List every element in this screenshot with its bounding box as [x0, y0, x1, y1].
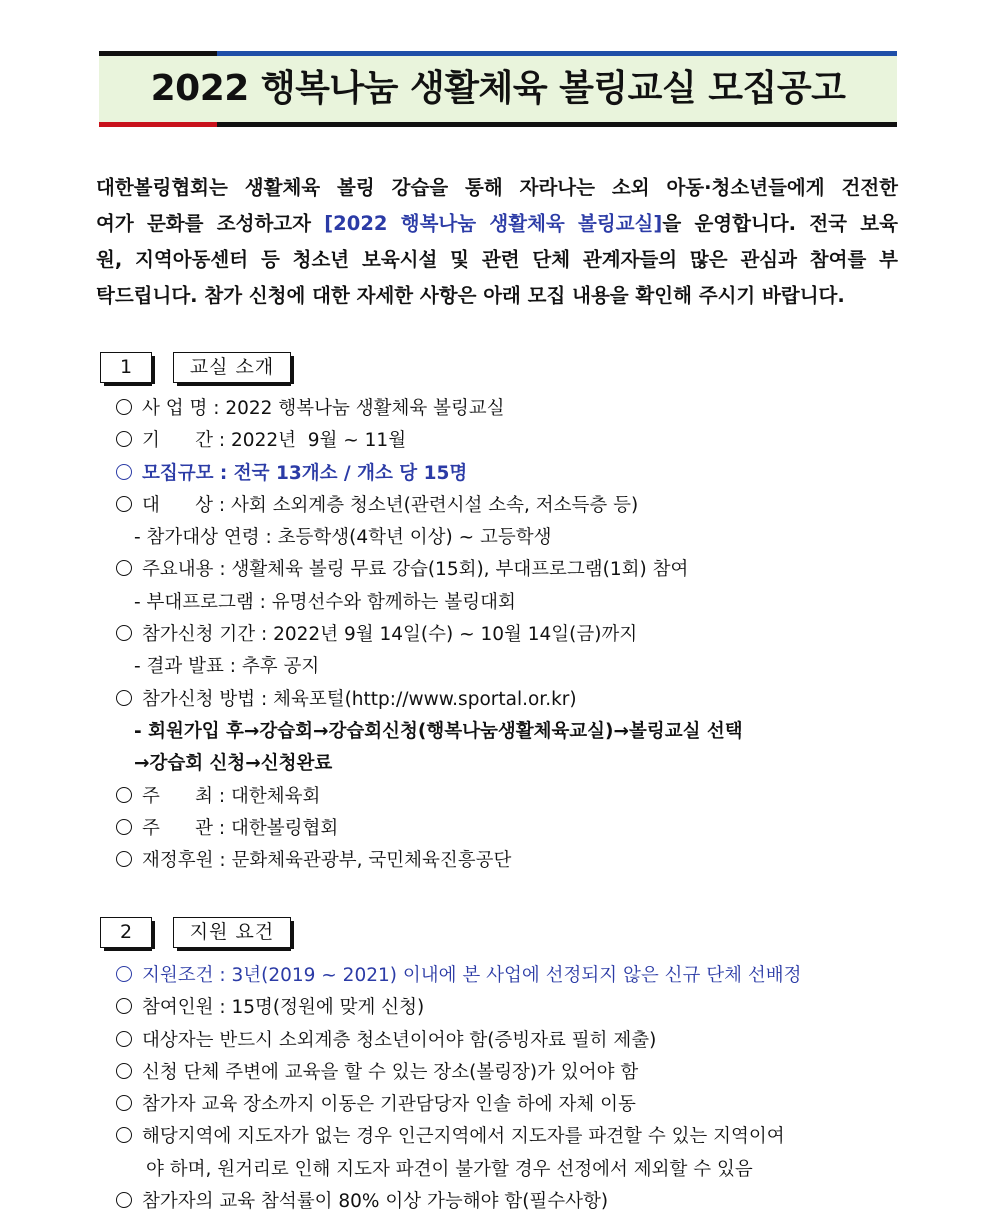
item-value: 2022년 9월 14일(수) ~ 10월 14일(금)까지	[273, 624, 638, 646]
list-item-main-content: 주요내용 : 생활체육 볼링 무료 강습(15회), 부대프로그램(1회) 참여	[116, 554, 906, 586]
intro-text: 여가 문화를 조성하고자	[96, 212, 325, 235]
circle-bullet-icon	[116, 496, 132, 512]
list-subitem-age: - 참가대상 연령 : 초등학생(4학년 이상) ~ 고등학생	[134, 527, 552, 549]
list-item-attendance	[116, 1186, 906, 1218]
circle-bullet-icon	[116, 966, 132, 982]
circle-bullet-icon	[116, 690, 132, 706]
list-item-instructor-cont: 야 하며, 원거리로 인해 지도자 파견이 불가할 경우 선정에서 제외할 수 있음	[146, 1158, 753, 1180]
item-label: 기 간	[142, 430, 214, 452]
list-subitem-result: - 결과 발표 : 추후 공지	[134, 656, 320, 678]
section-name: 지원 요건	[173, 917, 291, 948]
circle-bullet-icon	[116, 1031, 132, 1047]
intro-line-1: 대한볼링협회는 생활체육 볼링 강습을 통해 자라나는 소외 아동·청소년들에게 건전한	[96, 176, 898, 199]
item-value: 2022 행복나눔 생활체육 볼링교실	[225, 398, 505, 419]
section-number: 2	[100, 917, 152, 948]
section-1-list	[116, 393, 906, 877]
list-item-host: 주 최 : 대한체육회	[116, 781, 906, 813]
intro-line-3: 원, 지역아동센터 등 청소년 보육시설 및 관련 단체 관계자들의 많은 관심과 참여를 부	[96, 248, 898, 271]
list-subitem-side-program: - 부대프로그램 : 유명선수와 함께하는 볼링대회	[134, 591, 516, 613]
item-text: 참가자의 교육 참석률이 80% 이상 가능해야 함(필수사항)	[142, 1191, 609, 1213]
circle-bullet-icon	[116, 787, 132, 803]
item-label: 재정후원	[142, 850, 214, 872]
item-value: 체육포털(http://www.sportal.or.kr)	[273, 688, 577, 710]
item-text: 참가자 교육 장소까지 이동은 기관담당자 인솔 하에 자체 이동	[142, 1094, 636, 1116]
circle-bullet-icon	[116, 464, 132, 480]
list-item-venue	[116, 1057, 906, 1089]
intro-paragraph	[96, 170, 898, 314]
item-value: 사회 소외계층 청소년(관련시설 소속, 저소득층 등)	[231, 494, 639, 516]
item-value: 대한볼링협회	[231, 817, 339, 839]
circle-bullet-icon	[116, 431, 132, 447]
circle-bullet-icon	[116, 625, 132, 641]
list-item-apply-method: 참가신청 방법 : 체육포털(http://www.sportal.or.kr)	[116, 684, 906, 716]
list-item-transport	[116, 1089, 906, 1121]
list-item-sponsor: 재정후원 : 문화체육관광부, 국민체육진흥공단	[116, 845, 906, 877]
intro-line-2	[96, 206, 898, 242]
item-label: 주 관	[142, 817, 214, 839]
intro-line-4: 탁드립니다. 참가 신청에 대한 자세한 사항은 아래 모집 내용을 확인해 주시기 바랍니다.	[96, 284, 845, 307]
item-value: 생활체육 볼링 무료 강습(15회), 부대프로그램(1회) 참여	[231, 559, 689, 581]
title-banner	[99, 51, 897, 127]
item-text: 참여인원 : 15명(정원에 맞게 신청)	[142, 997, 425, 1019]
circle-bullet-icon	[116, 1095, 132, 1111]
list-item-instructor	[116, 1121, 906, 1153]
list-item-apply-period: 참가신청 기간 : 2022년 9월 14일(수) ~ 10월 14일(금)까지	[116, 619, 906, 651]
circle-bullet-icon	[116, 560, 132, 576]
item-label: 주요내용	[142, 559, 214, 581]
item-text: 지원조건 : 3년(2019 ~ 2021) 이내에 본 사업에 선정되지 않은 신규 단체 선배정	[142, 965, 802, 986]
item-value: 대한체육회	[231, 785, 321, 807]
item-label: 대 상	[142, 494, 214, 516]
circle-bullet-icon	[116, 1192, 132, 1208]
list-item-business-name: 사 업 명 : 2022 행복나눔 생활체육 볼링교실	[116, 393, 906, 425]
program-name-highlight: [2022 행복나눔 생활체육 볼링교실]	[324, 212, 663, 235]
item-label: 참가신청 방법	[142, 688, 256, 710]
item-label: 사 업 명	[142, 398, 208, 419]
intro-text: 을 운영합니다. 전국 보육	[662, 212, 898, 235]
list-item-eligibility	[116, 1025, 906, 1057]
section-number: 1	[100, 352, 152, 383]
item-label: 모집규모	[142, 462, 214, 484]
circle-bullet-icon	[116, 1127, 132, 1143]
item-label: 참가신청 기간	[142, 624, 256, 646]
list-subitem-apply-steps-2: →강습회 신청→신청완료	[134, 753, 333, 775]
item-text: 신청 단체 주변에 교육을 할 수 있는 장소(볼링장)가 있어야 함	[142, 1061, 639, 1083]
circle-bullet-icon	[116, 399, 132, 415]
item-value: 2022년 9월 ~ 11월	[231, 430, 407, 452]
item-text: 대상자는 반드시 소외계층 청소년이어야 함(증빙자료 필히 제출)	[142, 1029, 657, 1051]
item-value: 전국 13개소 / 개소 당 15명	[233, 462, 468, 484]
circle-bullet-icon	[116, 819, 132, 835]
list-item-period: 기 간 : 2022년 9월 ~ 11월	[116, 425, 906, 457]
item-value: 문화체육관광부, 국민체육진흥공단	[231, 850, 512, 872]
section-name: 교실 소개	[173, 352, 291, 383]
banner-bottom-bar	[99, 122, 897, 127]
circle-bullet-icon	[116, 1063, 132, 1079]
circle-bullet-icon	[116, 998, 132, 1014]
list-item-participants	[116, 992, 906, 1024]
section-2-list	[116, 960, 906, 1218]
circle-bullet-icon	[116, 851, 132, 867]
list-subitem-apply-steps-1: - 회원가입 후→강습회→강습회신청(행복나눔생활체육교실)→볼링교실 선택	[134, 720, 743, 742]
list-item-condition	[116, 960, 906, 992]
list-item-target: 대 상 : 사회 소외계층 청소년(관련시설 소속, 저소득층 등)	[116, 490, 906, 522]
item-label: 주 최	[142, 785, 214, 807]
list-item-organizer: 주 관 : 대한볼링협회	[116, 813, 906, 845]
page-title: 2022 행복나눔 생활체육 볼링교실 모집공고	[150, 68, 846, 109]
list-item-recruit-scale: 모집규모 : 전국 13개소 / 개소 당 15명	[116, 458, 906, 490]
item-text: 해당지역에 지도자가 없는 경우 인근지역에서 지도자를 파견할 수 있는 지역이여	[142, 1126, 785, 1148]
